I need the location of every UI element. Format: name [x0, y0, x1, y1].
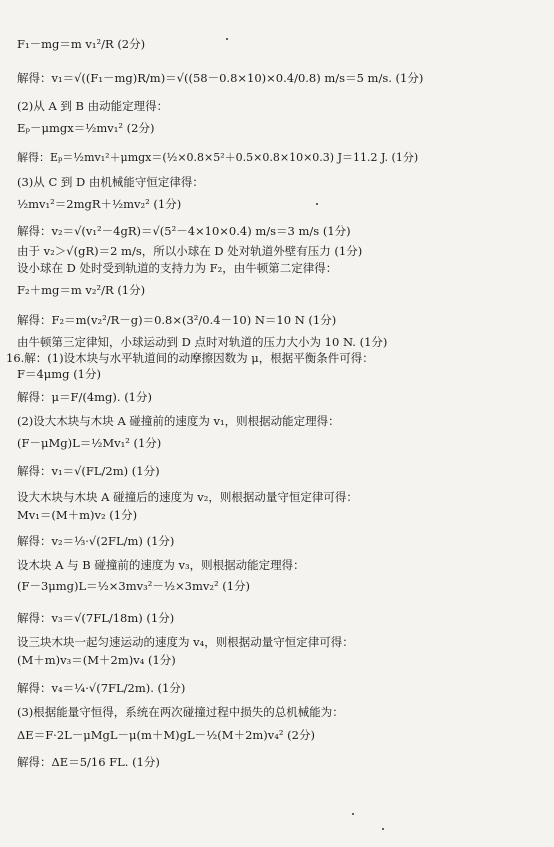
text-line: 设大木块与木块 A 碰撞后的速度为 v₂，则根据动量守恒定律可得： [17, 490, 358, 504]
eq-line: ΔE＝F·2L－μMgL－μ(m＋M)gL－½(M＋2m)v₄² (2分) [17, 728, 315, 742]
eq-line: Eₚ－μmgx＝½mv₁² (2分) [17, 121, 155, 135]
eq-line: F₂＋mg＝m v₂²/R (1分) [17, 283, 146, 297]
section-heading: (2)设大木块与木块 A 碰撞前的速度为 v₁，则根据动能定理得： [17, 414, 340, 428]
eq-line: Mv₁＝(M＋m)v₂ (1分) [17, 508, 138, 522]
solution-line: 解得：F₂＝m(v₂²/R－g)＝0.8×(3²/0.4－10) N＝10 N (1分) [17, 313, 337, 327]
solution-line: 解得：Eₚ＝½mv₁²＋μmgx＝(½×0.8×5²＋0.5×0.8×10×0.3) J＝11.2 J. (1分) [17, 151, 419, 164]
solution-line: 解得：v₂＝⅓·√(2FL/m) (1分) [17, 534, 175, 548]
text-line: 由牛顿第三定律知，小球运动到 D 点时对轨道的压力大小为 10 N. (1分) [17, 335, 388, 349]
scan-speck [316, 203, 318, 205]
scan-speck [382, 828, 384, 830]
section-heading: (3)从 C 到 D 由机械能守恒定律得： [17, 175, 204, 189]
text-line: 设木块 A 与 B 碰撞前的速度为 v₃，则根据动能定理得： [17, 558, 305, 572]
text-line: 设小球在 D 处时受到轨道的支持力为 F₂，由牛顿第二定律得： [17, 261, 338, 275]
solution-line: 解得：v₁＝√(FL/2m) (1分) [17, 464, 160, 478]
solution-line: 解得：v₄＝¼·√(7FL/2m). (1分) [17, 681, 186, 695]
problem-16-heading: 16.解：(1)设木块与水平轨道间的动摩擦因数为 μ，根据平衡条件可得： [6, 351, 374, 365]
eq-line: F₁－mg＝m v₁²/R (2分) [17, 37, 146, 51]
solution-line: 解得：μ＝F/(4mg). (1分) [17, 390, 152, 404]
solution-line: 解得：v₃＝√(7FL/18m) (1分) [17, 611, 175, 625]
eq-line: ½mv₁²＝2mgR＋½mv₂² (1分) [17, 197, 182, 211]
eq-line: (M＋m)v₃＝(M＋2m)v₄ (1分) [17, 653, 176, 667]
solution-line: 解得：v₁＝√((F₁－mg)R/m)＝√((58－0.8×10)×0.4/0.8) m/s＝5 m/s. (1分) [17, 71, 424, 85]
section-heading: (2)从 A 到 B 由动能定理得： [17, 99, 169, 113]
eq-line: (F－3μmg)L＝½×3mv₃²－½×3mv₂² (1分) [17, 579, 251, 593]
eq-line: F＝4μmg (1分) [17, 367, 101, 381]
eq-line: (F－μMg)L＝½Mv₁² (1分) [17, 436, 162, 450]
text-line: 设三块木块一起匀速运动的速度为 v₄，则根据动量守恒定律可得： [17, 635, 354, 649]
solution-line: 解得：ΔE＝5/16 FL. (1分) [17, 755, 160, 769]
solution-line: 解得：v₂＝√(v₁²－4gR)＝√(5²－4×10×0.4) m/s＝3 m/s (1分) [17, 224, 351, 238]
text-line: 由于 v₂＞√(gR)＝2 m/s，所以小球在 D 处对轨道外壁有压力 (1分) [17, 244, 363, 258]
scan-speck [226, 38, 228, 40]
section-heading: (3)根据能量守恒得，系统在两次碰撞过程中损失的总机械能为： [17, 705, 344, 719]
scan-speck [352, 813, 354, 815]
